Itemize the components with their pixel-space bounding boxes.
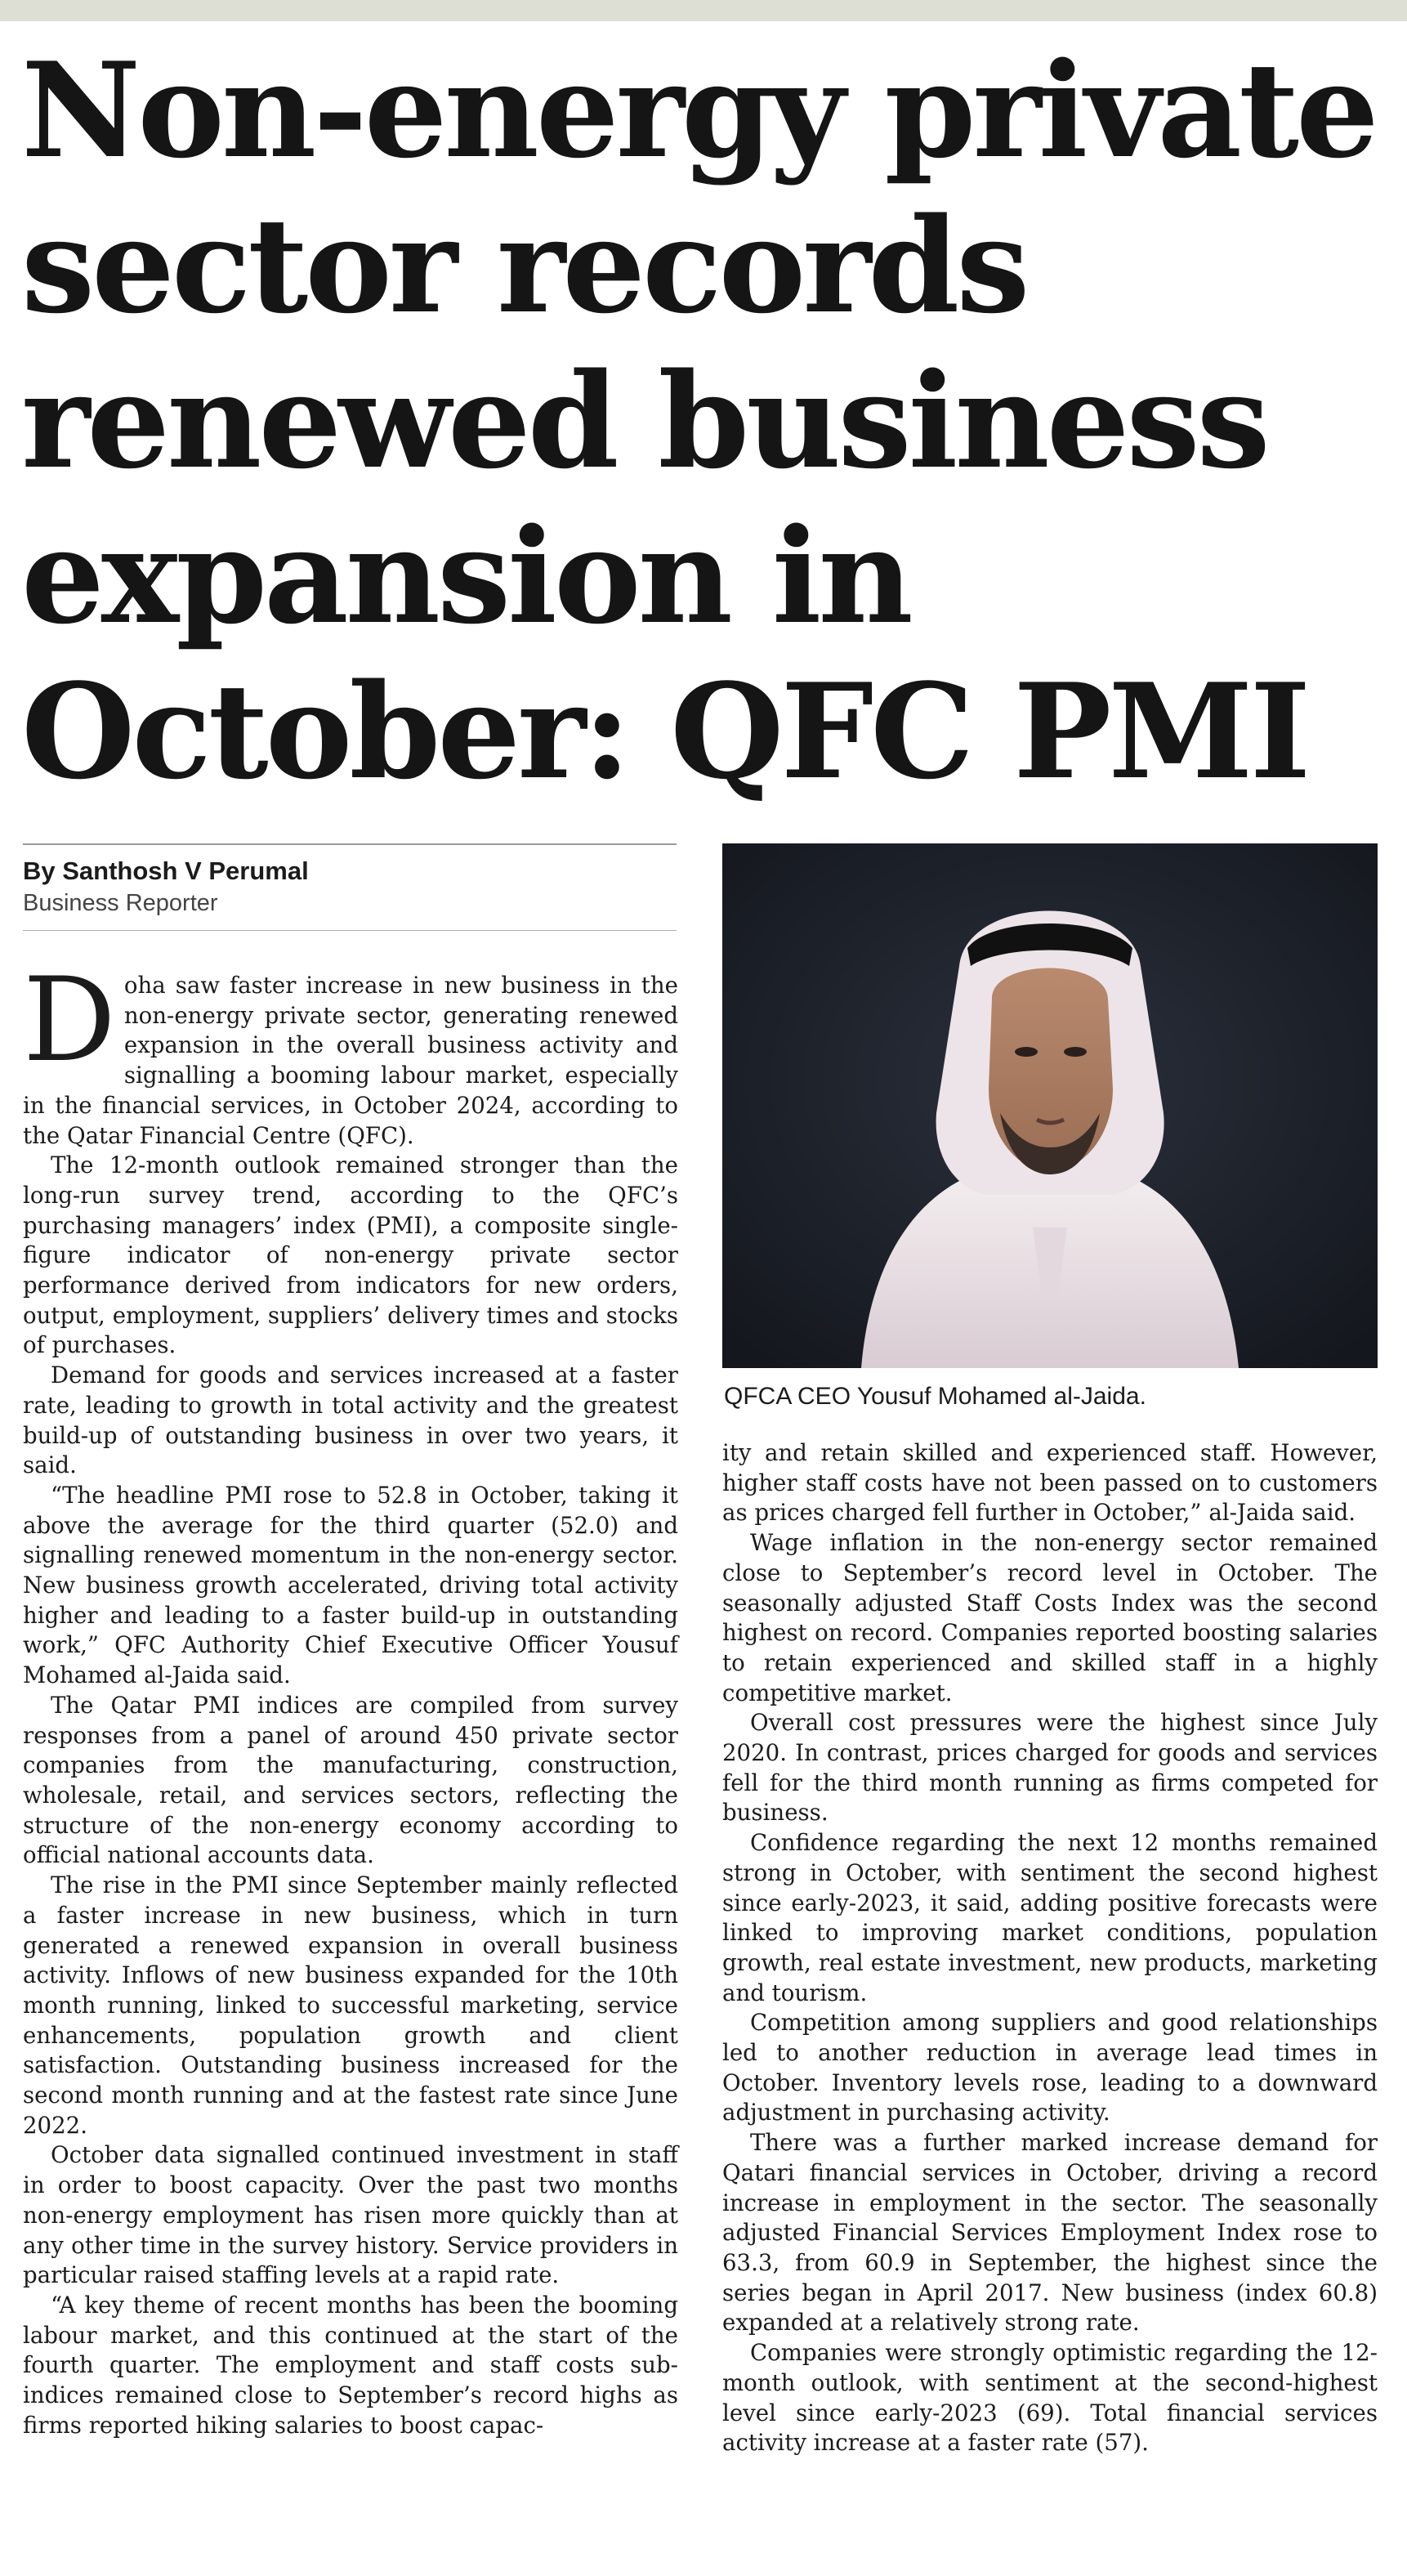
paragraph-text: oha saw faster increase in new business in the non-energy private sector, generating renewed expansion in the overall business activity and signalling a booming labour market, especially in the financial services, in October 2024, according to the Qatar Financial Centre (QFC). [23,972,678,1149]
paragraph: The 12-month outlook remained stronger than the long-run survey trend, according to the QFC’s purchasing managers’ index (PMI), a composite single-figure indicator of non-energy private sector performance derived from indicators for new orders, output, employment, suppliers’ delivery times and stocks of purchases. [23,1152,678,1359]
portrait-photo [722,843,1378,1368]
headline-line: expansion in [21,499,910,653]
paragraph: Overall cost pressures were the highest since July 2020. In contrast, prices charged for goods and services fell for the third month running as firms competed for business. [722,1709,1378,1827]
paragraph: Companies were strongly optimistic regarding the 12-month outlook, with sentiment at the second-highest level since early-2023 (69). Total financial services activity increase at a faster rate (57). [722,2339,1378,2457]
paragraph: October data signalled continued investment in staff in order to boost capacity. Over the past two months non-energy employment has risen more quickly than at any other time in the survey history. Service providers in particular raised staffing levels at a rapid rate. [23,2141,678,2289]
headline-line: sector records [21,189,1027,342]
article-column-right [722,1438,1378,2458]
photo-caption: QFCA CEO Yousuf Mohamed al-Jaida. [724,1383,1146,1410]
paragraph: ity and retain skilled and experienced staff. However, higher staff costs have not been passed on to customers as prices charged fell further in October,” al-Jaida said. [722,1439,1378,1527]
headline-line: Non-energy private [21,34,1376,187]
author-name: By Santhosh V Perumal [23,856,309,885]
article-column-left [23,953,678,2440]
byline-divider [23,843,677,845]
paragraph: Demand for goods and services increased at a faster rate, leading to growth in total activity and the greatest build-up of outstanding business in over two years, it said. [23,1362,678,1479]
paragraph: Competition among suppliers and good relationships led to another reduction in average lead times in October. Inventory levels rose, leading to a downward adjustment in purchasing activity. [722,2009,1378,2127]
paragraph: Confidence regarding the next 12 months remained strong in October, with sentiment the second highest since early-2023, it said, adding positive forecasts were linked to improving market conditions, population growth, real estate investment, new products, marketing and tourism. [722,1829,1378,2006]
byline [23,855,677,919]
top-rule [0,0,1407,21]
portrait-illustration [722,843,1378,1368]
author-role: Business Reporter [23,890,218,916]
paragraph: Wage inflation in the non-energy sector remained close to September’s record level in October. The seasonally adjusted Staff Costs Index was the second highest on record. Companies reported boosting salaries to retain experienced and skilled staff in a highly competitive market. [722,1529,1378,1706]
byline-bottom-divider [23,930,677,931]
headline [21,33,1394,809]
paragraph: “The headline PMI rose to 52.8 in October, taking it above the average for the third quarter (52.0) and signalling renewed momentum in the non-energy sector. New business growth accelerated, driving total activity higher and leading to a faster build-up in outstanding work,” QFC Authority Chief Executive Officer Yousuf Mohamed al-Jaida said. [23,1481,678,1689]
paragraph: The rise in the PMI since September mainly reflected a faster increase in new business, which in turn generated a renewed expansion in overall business activity. Inflows of new business expanded for the 10th month running, linked to successful marketing, service enhancements, population growth and client satisfaction. Outstanding business increased for the second month running and at the fastest rate since June 2022. [23,1872,678,2139]
paragraph [23,953,678,1151]
headline-line: October: QFC PMI [21,655,1308,808]
drop-cap: D [23,953,116,1088]
paragraph: “A key theme of recent months has been the booming labour market, and this continued at the start of the fourth quarter. The employment and staff costs sub-indices remained close to September’s record highs as firms reported hiking salaries to boost capac- [23,2291,678,2439]
paragraph: The Qatar PMI indices are compiled from survey responses from a panel of around 450 private sector companies from the manufacturing, construction, wholesale, retail, and services sectors, reflecting the structure of the non-energy economy according to official national accounts data. [23,1691,678,1869]
paragraph: There was a further marked increase demand for Qatari financial services in October, driving a record increase in employment in the sector. The seasonally adjusted Financial Services Employment Index rose to 63.3, from 60.9 in September, the highest since the series began in April 2017. New business (index 60.8) expanded at a relatively strong rate. [722,2129,1378,2337]
headline-line: renewed business [21,344,1267,498]
